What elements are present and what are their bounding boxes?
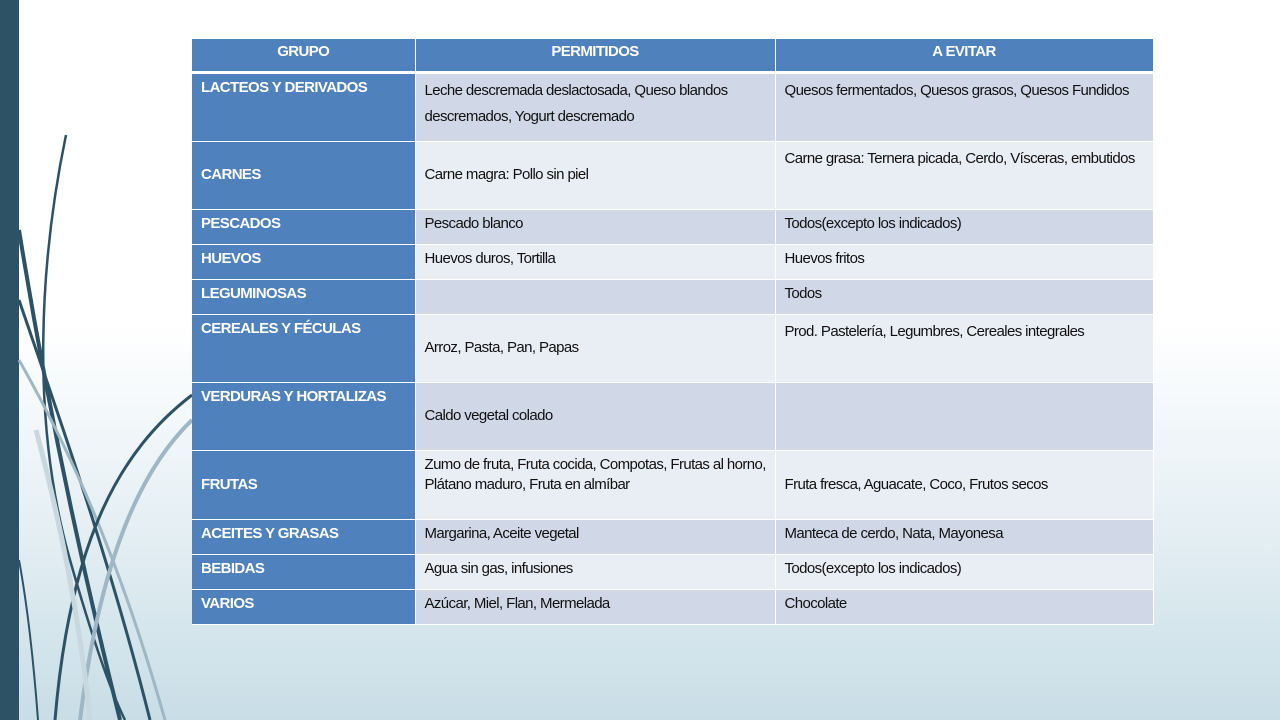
table-row [192, 72, 1153, 141]
row-a-evitar: Todos(excepto los indicados) [775, 554, 1153, 589]
row-permitidos: Huevos duros, Tortilla [415, 244, 775, 279]
table-header-row [192, 39, 1153, 72]
table-row [192, 450, 1153, 519]
row-a-evitar: Manteca de cerdo, Nata, Mayonesa [775, 519, 1153, 554]
table-row [192, 519, 1153, 554]
row-a-evitar: Prod. Pastelería, Legumbres, Cereales integrales [775, 314, 1153, 382]
row-a-evitar: Fruta fresca, Aguacate, Coco, Frutos secos [775, 450, 1153, 519]
row-permitidos: Arroz, Pasta, Pan, Papas [415, 314, 775, 382]
row-group-label: BEBIDAS [192, 554, 415, 589]
row-group-label: FRUTAS [192, 450, 415, 519]
row-a-evitar: Todos(excepto los indicados) [775, 209, 1153, 244]
table-row [192, 244, 1153, 279]
row-permitidos: Agua sin gas, infusiones [415, 554, 775, 589]
table-row [192, 141, 1153, 209]
row-a-evitar: Quesos fermentados, Quesos grasos, Quesos Fundidos [775, 72, 1153, 141]
header-grupo: GRUPO [192, 39, 415, 72]
table-row [192, 589, 1153, 624]
row-permitidos: Pescado blanco [415, 209, 775, 244]
diet-table-container [192, 39, 1153, 625]
row-permitidos: Zumo de fruta, Fruta cocida, Compotas, Frutas al horno, Plátano maduro, Fruta en almíbar [415, 450, 775, 519]
row-permitidos: Azúcar, Miel, Flan, Mermelada [415, 589, 775, 624]
row-permitidos: Carne magra: Pollo sin piel [415, 141, 775, 209]
header-permitidos: PERMITIDOS [415, 39, 775, 72]
row-group-label: LACTEOS Y DERIVADOS [192, 72, 415, 141]
row-a-evitar: Huevos fritos [775, 244, 1153, 279]
table-row [192, 554, 1153, 589]
row-permitidos [415, 279, 775, 314]
row-group-label: LEGUMINOSAS [192, 279, 415, 314]
row-group-label: CARNES [192, 141, 415, 209]
row-a-evitar: Chocolate [775, 589, 1153, 624]
row-group-label: VARIOS [192, 589, 415, 624]
row-a-evitar: Todos [775, 279, 1153, 314]
table-row [192, 209, 1153, 244]
table-row [192, 382, 1153, 450]
row-permitidos: Caldo vegetal colado [415, 382, 775, 450]
row-permitidos: Leche descremada deslactosada, Queso blandos descremados, Yogurt descremado [415, 72, 775, 141]
row-group-label: HUEVOS [192, 244, 415, 279]
row-group-label: CEREALES Y FÉCULAS [192, 314, 415, 382]
row-a-evitar: Carne grasa: Ternera picada, Cerdo, Vísceras, embutidos [775, 141, 1153, 209]
row-permitidos: Margarina, Aceite vegetal [415, 519, 775, 554]
row-group-label: PESCADOS [192, 209, 415, 244]
row-a-evitar [775, 382, 1153, 450]
header-a-evitar: A EVITAR [775, 39, 1153, 72]
diet-table [192, 39, 1154, 625]
table-row [192, 279, 1153, 314]
row-group-label: ACEITES Y GRASAS [192, 519, 415, 554]
row-group-label: VERDURAS Y HORTALIZAS [192, 382, 415, 450]
table-row [192, 314, 1153, 382]
